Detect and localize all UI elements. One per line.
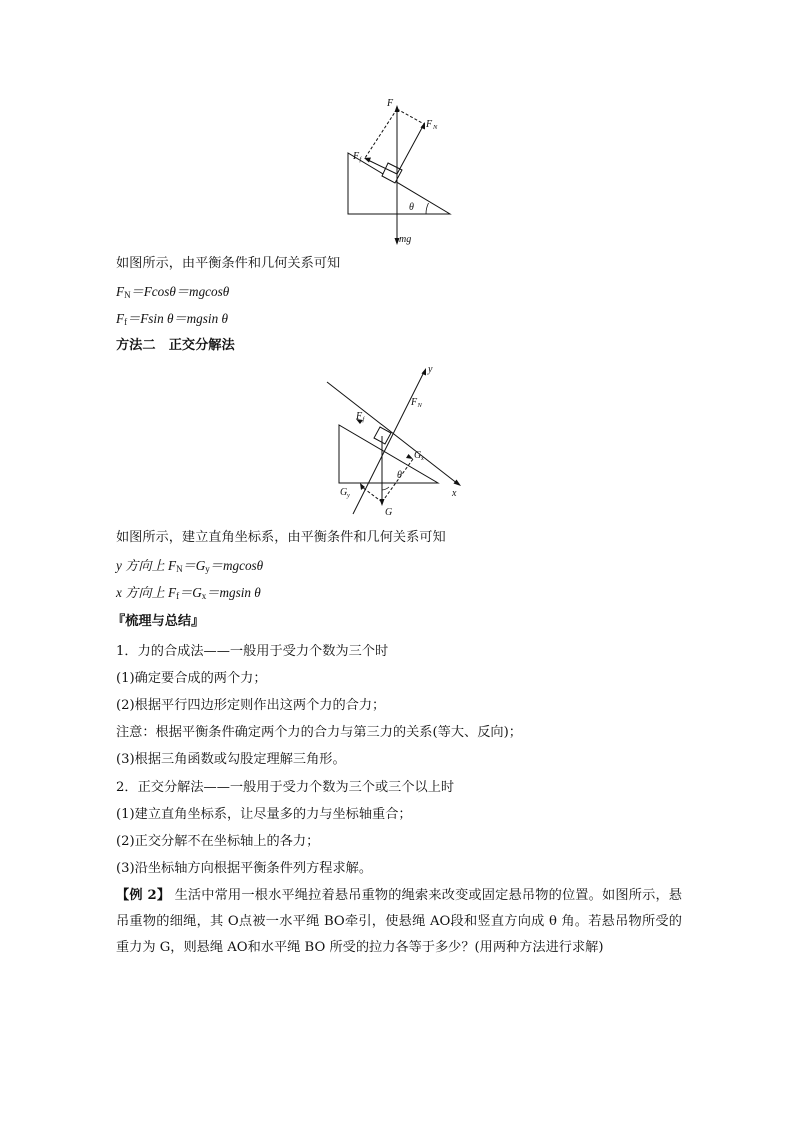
label-Ff-sub: f bbox=[359, 156, 362, 163]
example-2 bbox=[116, 883, 682, 961]
label-Gy: G bbox=[340, 487, 348, 498]
summary-line: (2)正交分解不在坐标轴上的各力； bbox=[116, 834, 320, 849]
summary-title: 『梳理与总结』 bbox=[112, 614, 205, 629]
label-Gx: G bbox=[414, 450, 422, 461]
equation-x-direction: x 方向上 $F_f=G_x=mgsin$ θ bbox=[116, 585, 261, 601]
method2-title: 方法二 正交分解法 bbox=[116, 338, 235, 353]
label-F: F bbox=[387, 98, 394, 109]
figure-orthogonal-decomposition bbox=[325, 362, 470, 520]
label-Gx-sub: x bbox=[421, 455, 424, 462]
label-FN-sub: N bbox=[417, 402, 422, 409]
label-G: G bbox=[385, 507, 393, 518]
example-text: 生活中常用一根水平绳拉着悬吊重物的绳索来改变或固定悬吊物的位置。如图所示，悬吊重物的细绳，其 O点被一水平绳 BO牵引，使悬绳 AO段和竖直方向成 θ 角。若悬吊物所受的重力为 G，则悬绳 AO和水平绳 BO 所受的拉力各等于多少？(用两种方法进行求解) bbox=[116, 888, 682, 955]
label-FN: F bbox=[426, 119, 433, 130]
example-tag: 【例 2】 bbox=[116, 888, 171, 903]
label-FN: F bbox=[411, 397, 418, 408]
label-Ff: F bbox=[356, 411, 363, 422]
summary-line: (1)确定要合成的两个力； bbox=[116, 671, 267, 686]
summary-line: (3)根据三角函数或勾股定理解三角形。 bbox=[116, 752, 346, 767]
label-mg: mg bbox=[399, 234, 412, 245]
summary-line: (2)根据平行四边形定则作出这两个力的合力； bbox=[116, 698, 386, 713]
equation-Ff: $F_f=Fsin$ θ＝mgsin θ bbox=[116, 311, 228, 327]
summary-line: (3)沿坐标轴方向根据平衡条件列方程求解。 bbox=[116, 861, 373, 876]
summary-line: 1．力的合成法——一般用于受力个数为三个时 bbox=[116, 644, 389, 659]
label-Ff-sub: f bbox=[362, 416, 365, 423]
text-figure2-caption: 如图所示，建立直角坐标系，由平衡条件和几何关系可知 bbox=[116, 530, 446, 545]
text-figure1-caption: 如图所示，由平衡条件和几何关系可知 bbox=[116, 256, 341, 271]
equation-y-direction: y 方向上 $F_N=G_y=mgcos\theta$ bbox=[116, 558, 264, 574]
equation-FN: $F_N=Fcos\theta=mgcos\theta$ bbox=[116, 284, 230, 300]
label-FN-sub: N bbox=[433, 124, 438, 131]
label-Gy-sub: y bbox=[347, 492, 350, 499]
summary-line: 2．正交分解法——一般用于受力个数为三个或三个以上时 bbox=[116, 780, 455, 795]
label-theta: θ bbox=[397, 470, 402, 481]
summary-line: (1)建立直角坐标系，让尽量多的力与坐标轴重合； bbox=[116, 807, 412, 822]
label-theta: θ bbox=[409, 202, 414, 213]
summary-line: 注意：根据平衡条件确定两个力的合力与第三力的关系(等大、反向)； bbox=[116, 725, 522, 740]
figure-force-synthesis bbox=[340, 95, 460, 250]
label-x-axis: x bbox=[452, 488, 457, 499]
label-Ff: F bbox=[353, 151, 360, 162]
label-y-axis: y bbox=[428, 364, 433, 375]
